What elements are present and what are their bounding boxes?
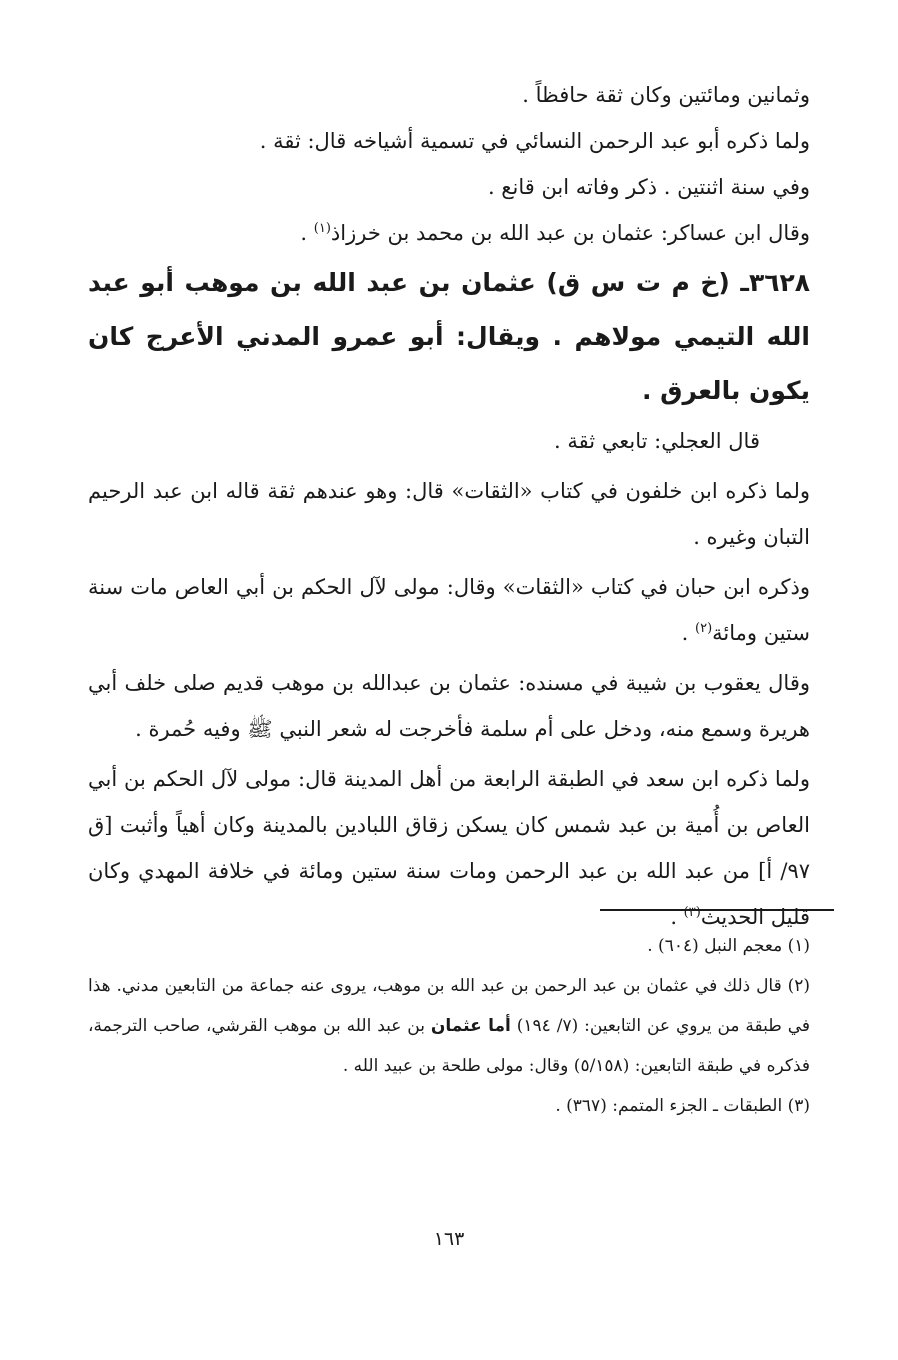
main-text — [88, 72, 810, 940]
footnote-text: بن عبد الله بن موهب القرشي، صاحب الترجمة، فذكره في طبقة التابعين: (٥/١٥٨) وقال: مولى طلحة بن عبيد الله . — [88, 1016, 810, 1076]
text-line-end: . — [300, 221, 314, 245]
footnote-ref: (٢) — [695, 621, 713, 636]
text-line — [88, 164, 810, 210]
paragraph-end: . — [670, 905, 684, 929]
footnote: (١) معجم النبل (٦٠٤) . — [647, 936, 810, 956]
page-number: ١٦٣ — [433, 1228, 465, 1250]
text-line-content: وفي سنة اثنتين . ذكر وفاته ابن قانع . — [487, 175, 810, 199]
paragraph-content: ولما ذكره ابن سعد في الطبقة الرابعة من أهل المدينة قال: مولى لآل الحكم بن أبي العاص بن أُمية بن عبد شمس كان يسكن زقاق اللبادين بالمدينة وكان أهياً وأثبت [ق ٩٧/ أ] من عبد الله بن عبد الرحمن ومات سنة ستين ومائة في خلافة المهدي وكان قليل الحديث — [88, 767, 810, 929]
paragraph: ولما ذكره ابن خلفون في كتاب «الثقات» قال: وهو عندهم ثقة قاله ابن عبد الرحيم التبان وغيره . — [88, 479, 810, 549]
text-line — [88, 118, 810, 164]
footnote — [88, 966, 810, 1086]
text-line — [88, 72, 810, 118]
footnote-separator — [600, 909, 834, 911]
text-line-content: وقال ابن عساكر: عثمان بن عبد الله بن محمد بن خرزاذ — [330, 221, 810, 245]
footnote-text: (٢) قال ذلك في عثمان بن عبد الرحمن بن عبد الله بن موهب، يروى عنه جماعة من التابعين مدني. هذا في طبقة من يروي عن التابعين: (٧/ ١٩٤) — [88, 976, 810, 1036]
text-line-content: ولما ذكره أبو عبد الرحمن النسائي في تسمية أشياخه قال: ثقة . — [259, 129, 810, 153]
footnote-ref: (٣) — [683, 905, 701, 920]
footnote-bold-text: أما عثمان — [430, 1016, 511, 1036]
text-line-content: وثمانين ومائتين وكان ثقة حافظاً . — [522, 83, 810, 107]
paragraph-content: وذكره ابن حبان في كتاب «الثقات» وقال: مولى لآل الحكم بن أبي العاص مات سنة ستين ومائة — [88, 575, 810, 645]
footnote-ref: (١) — [313, 221, 331, 236]
paragraph — [88, 756, 810, 940]
footnotes — [88, 926, 810, 1126]
entry-heading: ٣٦٢٨ـ (خ م ت س ق) عثمان بن عبد الله بن موهب أبو عبد الله التيمي مولاهم . ويقال: أبو عمرو المدني الأعرج كان يكون بالعرق . — [88, 268, 810, 405]
paragraph: قال العجلي: تابعي ثقة . — [554, 429, 760, 453]
footnote: (٣) الطبقات ـ الجزء المتمم: (٣٦٧) . — [555, 1096, 810, 1116]
paragraph-end: . — [681, 621, 696, 645]
paragraph — [88, 564, 810, 656]
paragraph: وقال يعقوب بن شيبة في مسنده: عثمان بن عبدالله بن موهب قديم صلى خلف أبي هريرة وسمع منه، ودخل على أم سلمة فأخرجت له شعر النبي ﷺ وفيه حُمرة . — [88, 671, 810, 741]
text-line — [88, 210, 810, 256]
